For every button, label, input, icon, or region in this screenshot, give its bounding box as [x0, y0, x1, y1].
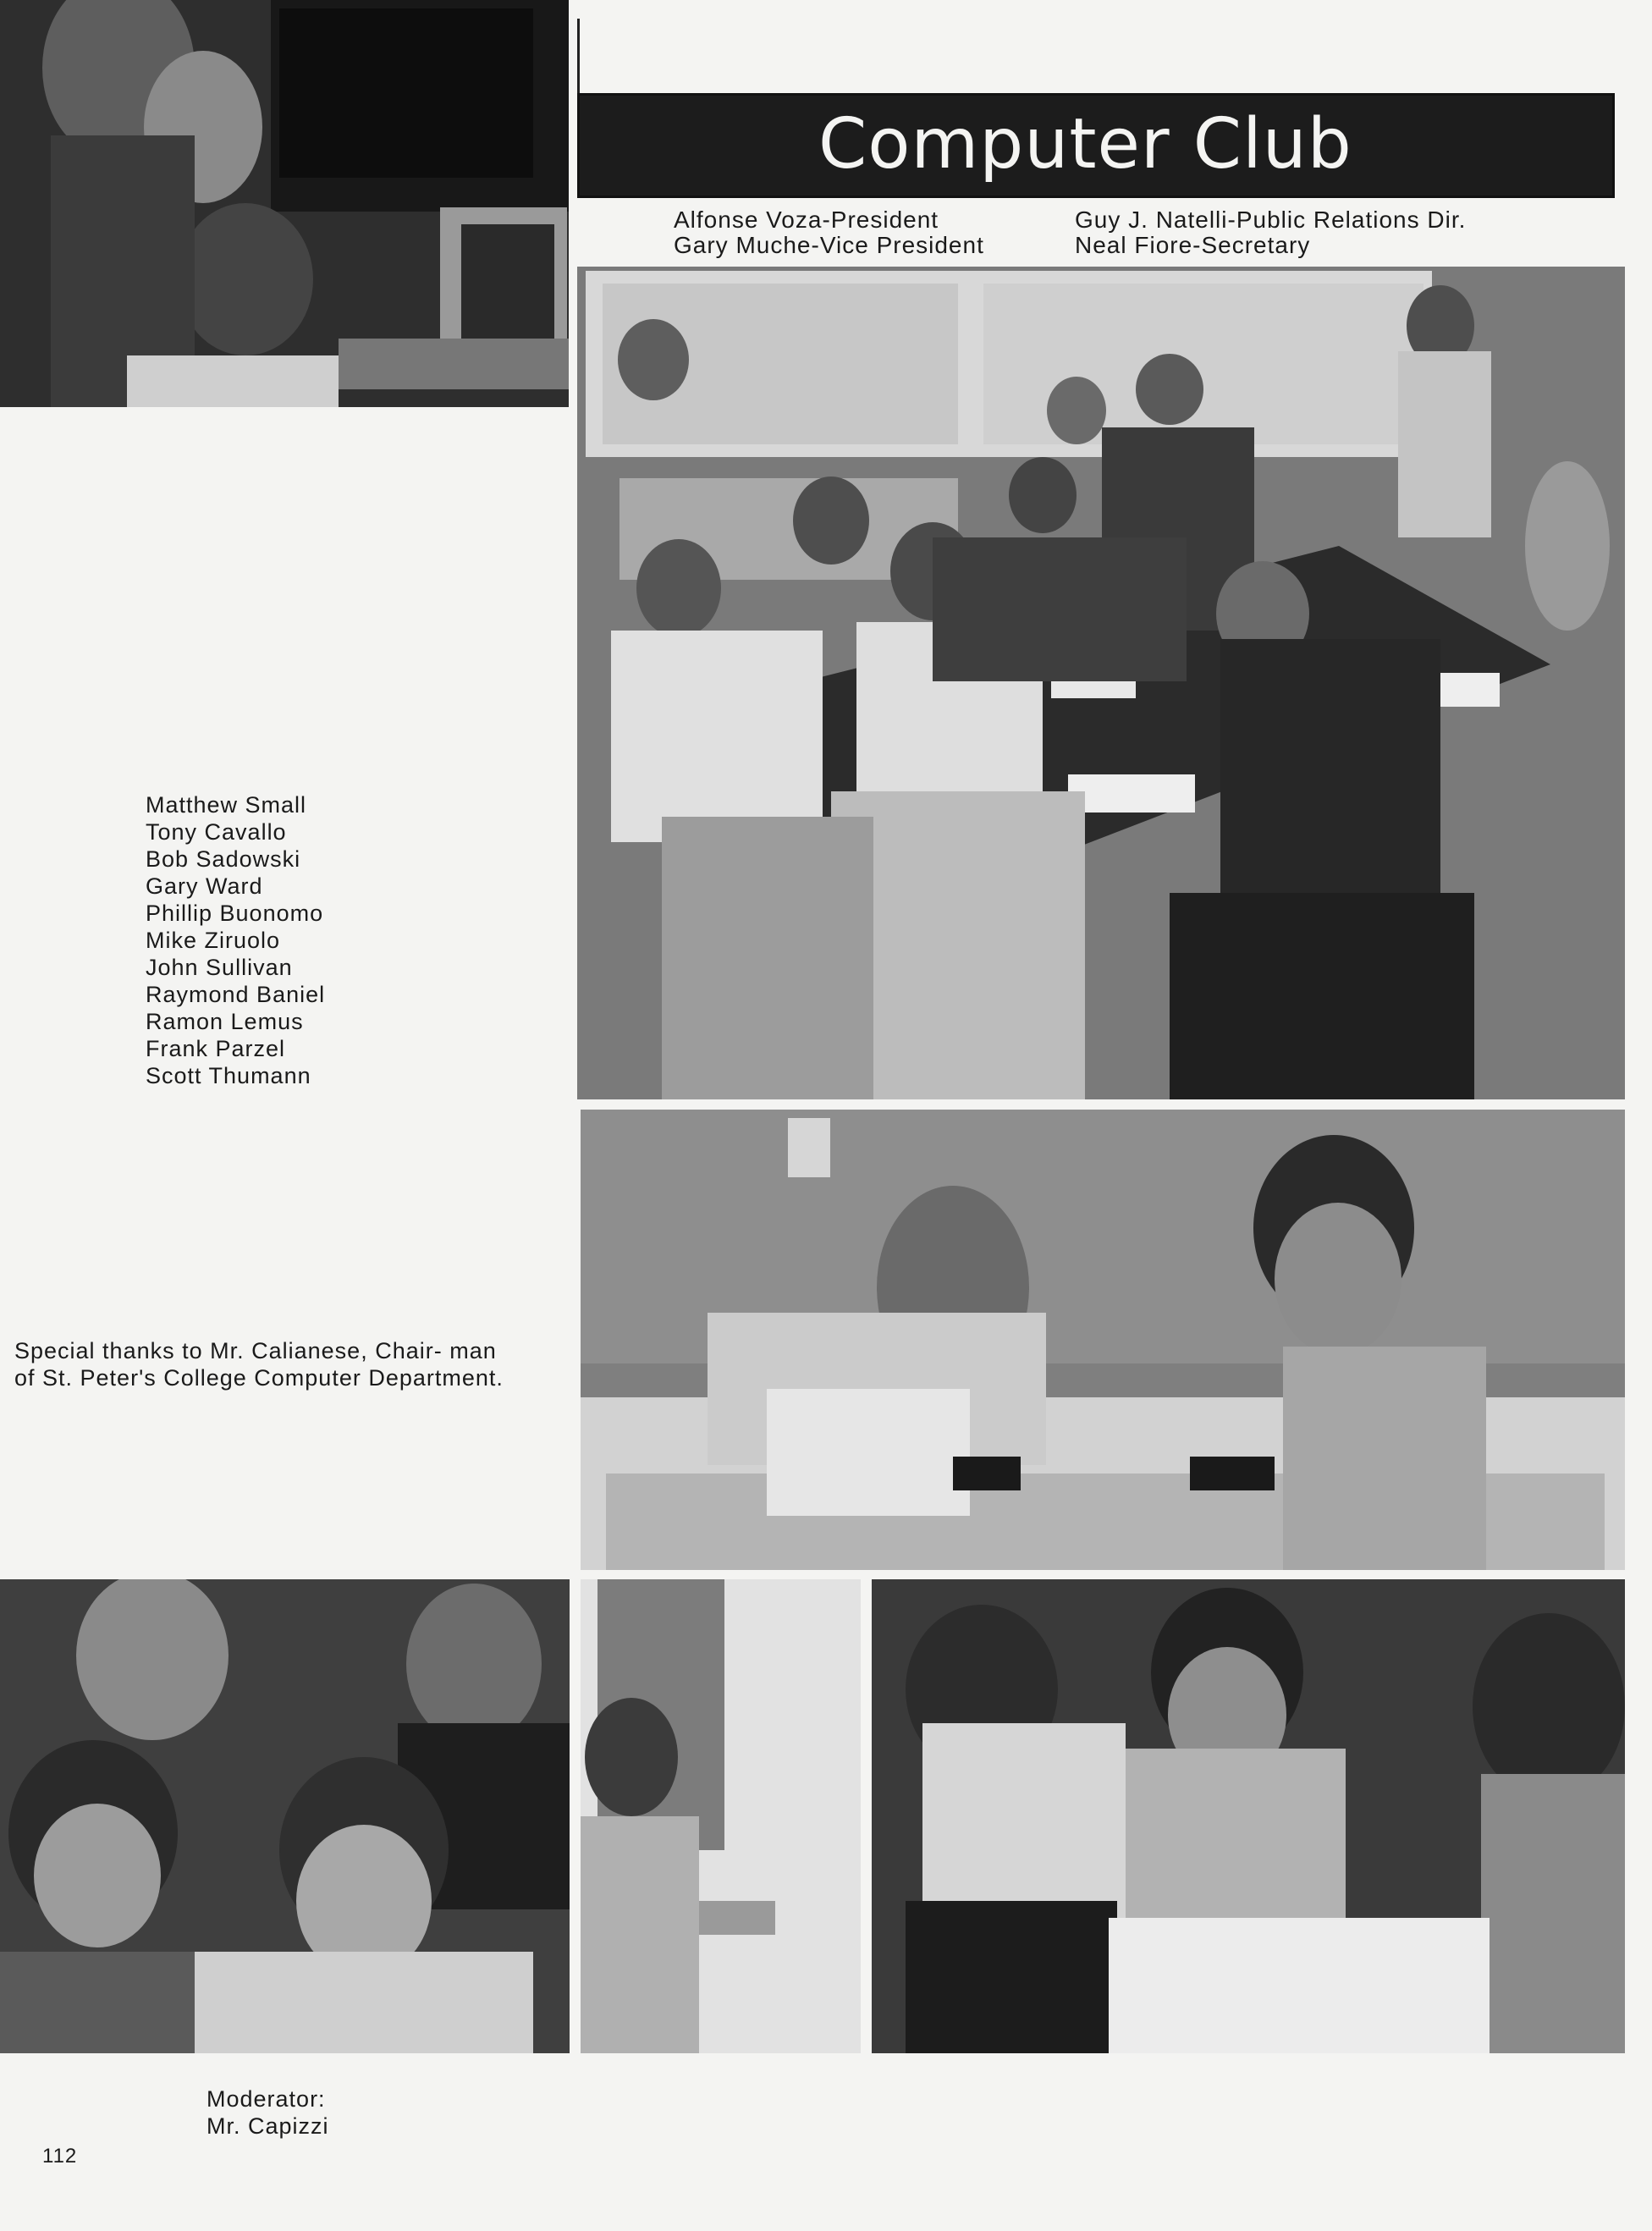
member-name: John Sullivan — [146, 955, 293, 980]
member-name: Gary Ward — [146, 873, 263, 899]
photo-club-group — [577, 267, 1625, 1099]
member-name: Tony Cavallo — [146, 819, 287, 845]
moderator-name: Mr. Capizzi — [206, 2113, 329, 2139]
member-name: Ramon Lemus — [146, 1009, 304, 1034]
officer-vice-president: Gary Muche-Vice President — [674, 232, 984, 258]
title-bar — [577, 93, 1615, 198]
special-thanks: Special thanks to Mr. Calianese, Chair- man of St. Peter's College Computer Department. — [14, 1338, 504, 1391]
page-number: 112 — [42, 2145, 78, 2168]
officer-secretary: Neal Fiore-Secretary — [1075, 232, 1311, 258]
member-name: Phillip Buonomo — [146, 901, 324, 926]
moderator-label: Moderator: — [206, 2086, 326, 2112]
photo-students-looking — [0, 1579, 570, 2053]
member-name: Frank Parzel — [146, 1036, 286, 1061]
member-name: Mike Ziruolo — [146, 928, 281, 953]
member-name: Scott Thumann — [146, 1063, 311, 1088]
officer-president: Alfonse Voza-President — [674, 207, 939, 233]
photo-computer-terminal — [0, 0, 569, 407]
member-name: Matthew Small — [146, 792, 307, 818]
page-title: Computer Club — [818, 104, 1352, 185]
members-list — [146, 791, 325, 1089]
officer-public-relations: Guy J. Natelli-Public Relations Dir. — [1075, 207, 1467, 233]
member-name: Bob Sadowski — [146, 846, 301, 872]
title-vertical-rule — [577, 19, 580, 95]
photo-students-reviewing — [872, 1579, 1625, 2053]
member-name: Raymond Baniel — [146, 982, 326, 1007]
moderator-block — [206, 2085, 329, 2140]
photo-student-blackboard — [581, 1579, 861, 2053]
officers-right — [1075, 207, 1466, 258]
photo-two-students-desk — [581, 1110, 1625, 1570]
officers-left — [674, 207, 984, 258]
